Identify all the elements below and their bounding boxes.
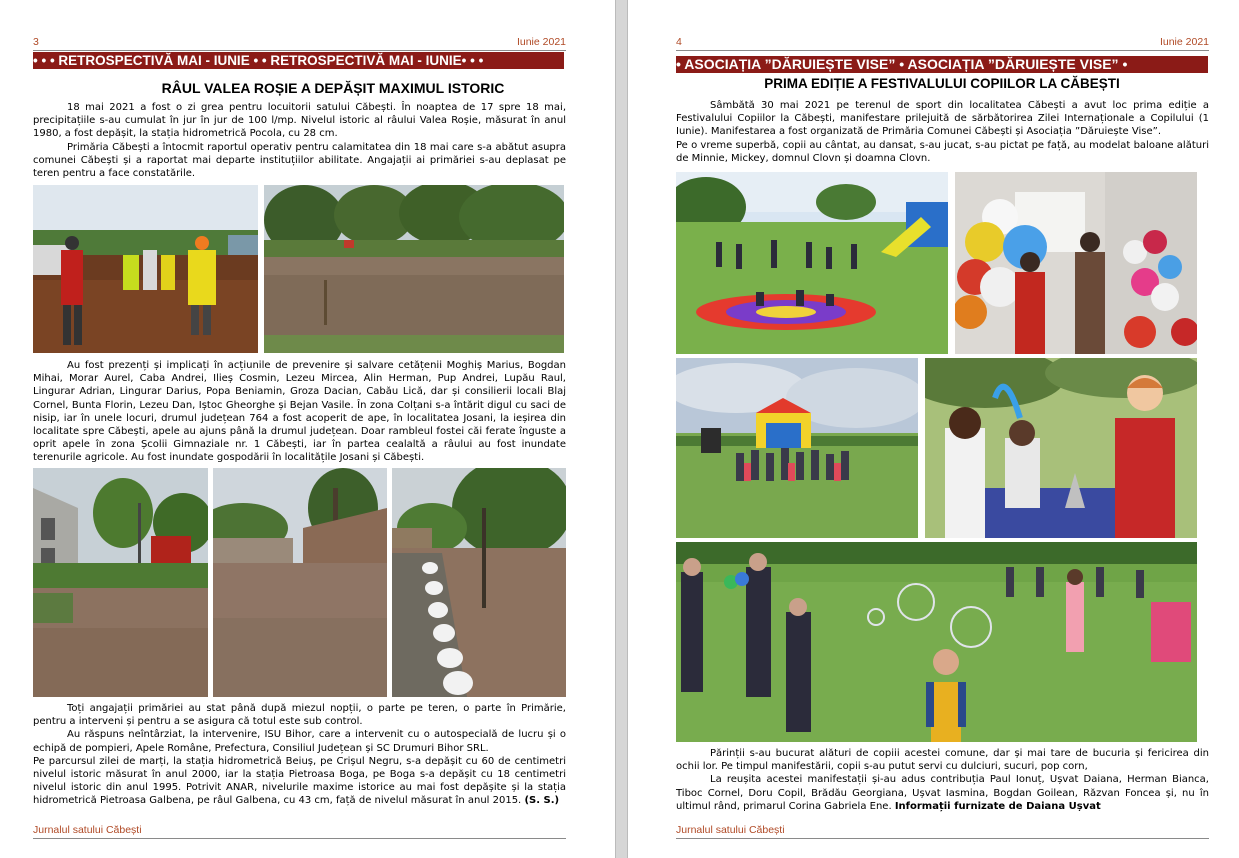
photo-flooded-yard [213, 468, 387, 697]
right-page [628, 0, 1239, 858]
left-page [0, 0, 615, 858]
footer-text: Jurnalul satului Căbești [676, 824, 789, 836]
photo-icon [676, 358, 918, 538]
middle-paragraph: Au fost prezenți și implicați în acțiunile de prevenire și salvare cetățenii Moghiș Marius, Bogdan Mihai, Morar Aurel, Caba Andrei, Ilieș Cosmin, Lezeu Mircea, Alin Herman, Pup Andrei, Lupău Raul, Lingurar Adrian, Lingurar Darius, Popa Beniamin, Groza Dacian, Cabău Lică, dar și consilierii locali Blaj Cornel, Bunta Florin, Lezeu Dan, Iștoc Gheorghe și Bejan Vasile. În zona Colțani s-a întărit digul cu saci de nisip, iar în unele locuri, drumul județean 764 a fost acoperit de ape, în localitatea Josani, la ieșirea din localitate spre Căbești, apele au ajuns până la drumul județean. Doar rambleul fostei căi ferate înguste a oprit apele în zona Școlii Gimnaziale nr. 1 Căbești, iar în partea cealaltă a râului au fost inundate terenurile agricole. Au fost inundate gospodării în localitățile Josani și Căbești. [33, 360, 566, 464]
page-header [33, 36, 566, 51]
article-credit: Informații furnizate de Daiana Ușvat [894, 800, 1101, 812]
photo-flooded-field [264, 185, 564, 353]
intro-paragraph: Sâmbătă 30 mai 2021 pe terenul de sport din localitatea Căbești a avut loc prima ediție a Festivalului Copiilor la Căbești, manifestare prilejuită de sărbătorirea Zilei Internaționale a Copilului (1 Iunie). Manifestarea a fost organizată de Primăria Comunei Căbești și Asociația ”Dăruiește Vise”. [676, 100, 1209, 138]
photo-clown [925, 358, 1197, 538]
page-number: 4 [676, 36, 682, 48]
photo-icon [264, 185, 564, 353]
photo-icon [213, 468, 387, 697]
article-headline: PRIMA EDIȚIE A FESTIVALULUI COPIILOR LA CĂBEȘTI [764, 76, 1120, 91]
closing-paragraph [33, 756, 566, 807]
closing-text: Pe parcursul zilei de marți, la stația hidrometrică Beiuș, pe Crișul Negru, s-a depășit cu 60 de centimetri nivelul istoric măsurat în anul 2000, iar la stația Pietroasa Boga, pe Boga s-a depășit cu 18 centimetri nivelul istoric din anul 1995. Potrivit ANAR, nivelurile maxime istorice au mai fost depășite și la stația hidrometrică Pietroasa Galbena, pe râul Galbena, cu 43 cm, față de nivelul măsurat în anul 2015. [33, 755, 566, 807]
photo-icon [33, 468, 208, 697]
article-intro [33, 101, 566, 180]
footer-text: Jurnalul satului Căbești [33, 824, 146, 836]
photo-icon [676, 542, 1197, 742]
closing-paragraph: Toți angajații primăriei au stat până după miezul nopții, o parte pe teren, o parte în Primărie, pentru a interveni și pentru a se asigura că totul este sub control. [33, 703, 566, 728]
photo-flooded-street [33, 468, 208, 697]
photo-icon [392, 468, 566, 697]
article-closing [676, 747, 1209, 813]
page-footer [33, 824, 566, 839]
photo-icon [925, 358, 1197, 538]
article-signature: (S. S.) [524, 795, 560, 807]
band-text: • ASOCIAȚIA ”DĂRUIEȘTE VISE” • ASOCIAȚIA ”DĂRUIEȘTE VISE” • [676, 56, 1128, 72]
issue-date: Iunie 2021 [1159, 36, 1209, 48]
page-number: 3 [33, 36, 39, 48]
closing-paragraph: Părinții s-au bucurat alături de copiii acestei comune, dar și mai tare de bucuria și fericirea din ochii lor. Pe timpul manifestării, copii s-au putut servi cu dulciuri, sucuri, pop corn, [676, 748, 1209, 773]
article-intro [676, 99, 1209, 165]
article-headline: RÂUL VALEA ROȘIE A DEPĂȘIT MAXIMUL ISTORIC [161, 80, 505, 96]
photo-group [676, 358, 918, 538]
photo-icon [676, 172, 948, 354]
section-band [33, 52, 564, 69]
photo-festival-field [676, 172, 948, 354]
article-middle [33, 359, 566, 465]
photo-bubbles [676, 542, 1197, 742]
photo-icon [955, 172, 1197, 354]
intro-paragraph: 18 mai 2021 a fost o zi grea pentru locuitorii satului Căbești. În noaptea de 17 spre 18 mai, precipitațiile s-au cumulat în jur în jur de 100 l/mp. Nivelul istoric al râului Valea Roșie, măsurat în anul 1980, a fost depășit, la stația hidrometrică Pocola, cu 28 cm. [33, 102, 566, 140]
closing-paragraph: Au răspuns neîntârziat, la intervenire, ISU Bihor, care a intervenit cu o autospecială de lucru și o echipă de pompieri, Apele Române, Prefectura, Consiliul Județean și SC Drumuri Bihor SRL. [33, 729, 566, 754]
closing-paragraph [676, 773, 1209, 813]
intro-paragraph: Primăria Căbești a întocmit raportul operativ pentru calamitatea din 18 mai care s-a abătut asupra comunei Căbești și a raportat mai departe instituțiilor abilitate. Angajații ai primăriei s-au deplasat pe teren pentru a face constatările. [33, 141, 566, 180]
band-text: • • • RETROSPECTIVĂ MAI - IUNIE • • RETROSPECTIVĂ MAI - IUNIE• • • [33, 53, 484, 68]
article-closing [33, 702, 566, 808]
section-band [676, 56, 1208, 73]
photo-balloons [955, 172, 1197, 354]
issue-date: Iunie 2021 [516, 36, 566, 48]
photo-icon [33, 185, 258, 353]
intro-paragraph: Pe o vreme superbă, copii au cântat, au dansat, s-au jucat, s-au pictat pe față, au modelat baloane alături de Minnie, Mickey, domnul Clovn și doamna Clovn. [676, 139, 1209, 164]
page-gutter [615, 0, 628, 858]
closing-text: La reușita acestei manifestații și-au adus contribuția Paul Ionuț, Ușvat Daiana, Herman Bianca, Tiboc Cornel, Doru Copil, Brădău Georgiana, Ușvat Iasmina, Bogdan Goilean, Răzvan Foncea și, nu în ultimul rând, primarul Corina Gabriela Ene. [676, 774, 1209, 812]
photo-sandbags [392, 468, 566, 697]
photo-rescue-workers [33, 185, 258, 353]
page-footer [676, 824, 1209, 839]
page-header [676, 36, 1209, 51]
